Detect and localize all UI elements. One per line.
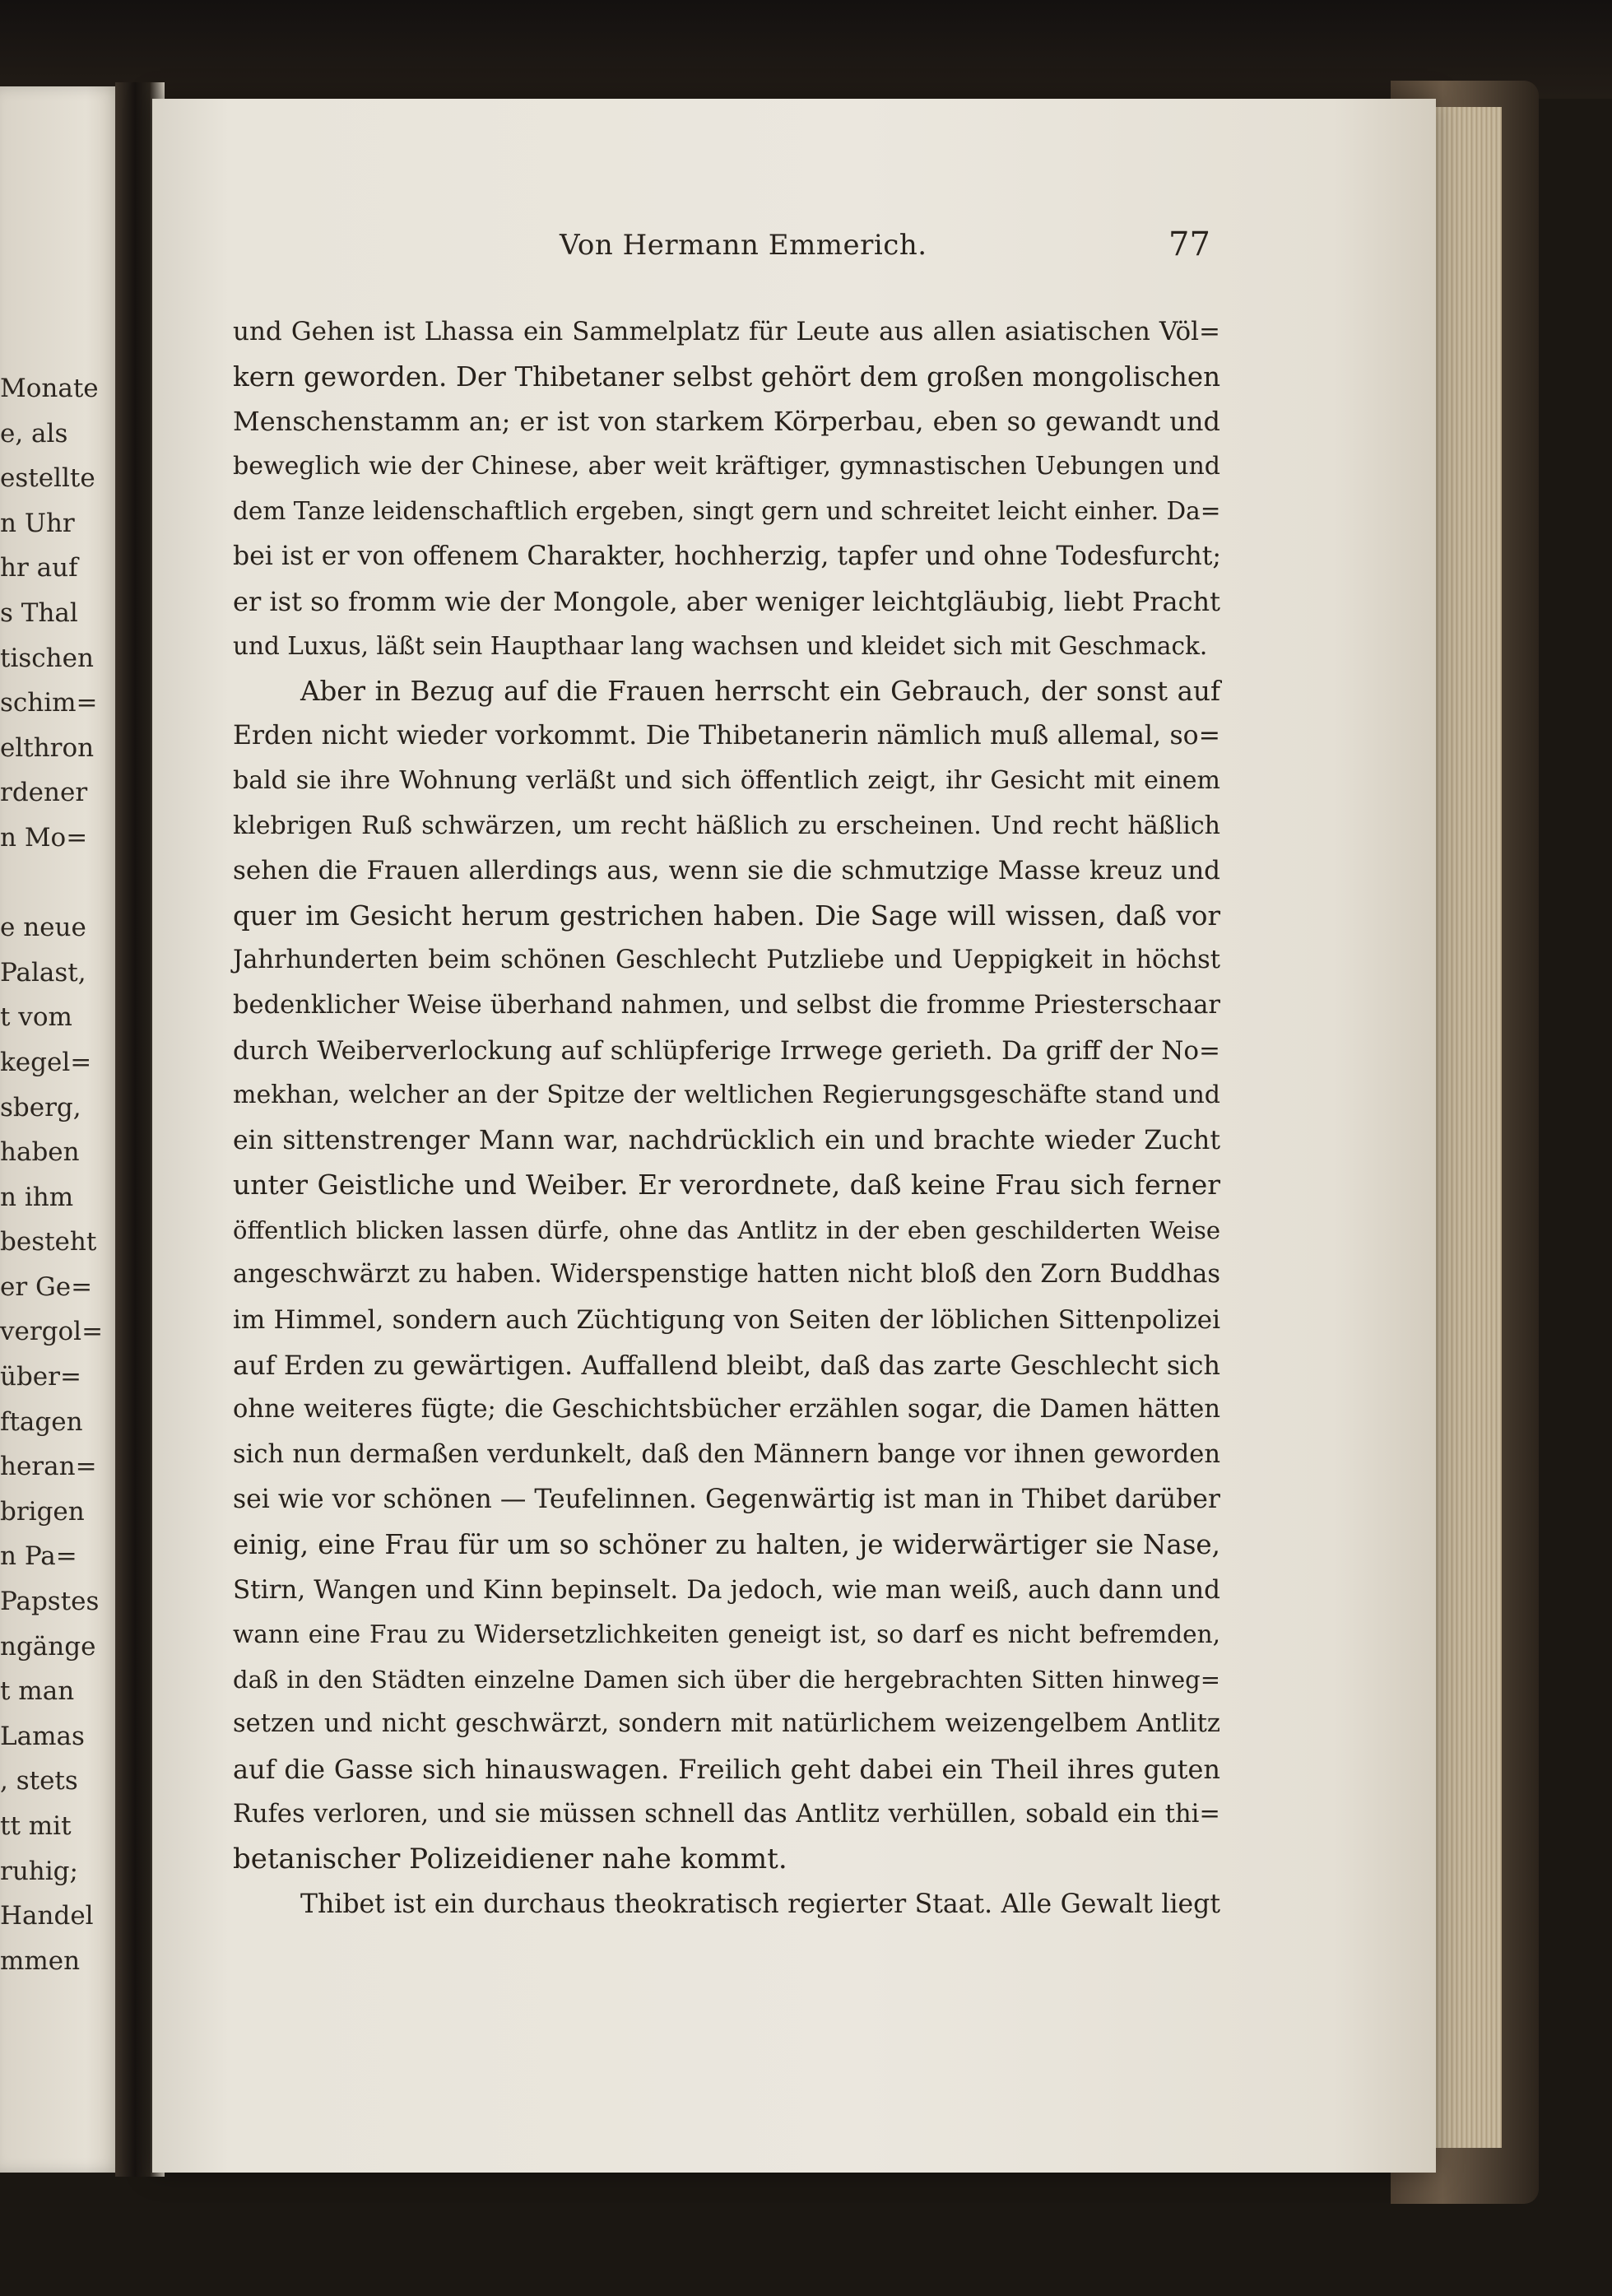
left-page-line: brigen [0, 1496, 85, 1527]
text-line: ein sittenstrenger Mann war, nachdrücklich ein und brachte wieder Zucht [233, 1125, 1220, 1155]
left-page-line: besteht [0, 1227, 97, 1257]
left-page-line: mmen [0, 1945, 81, 1976]
left-page-line: haben [0, 1137, 80, 1168]
left-page-line: über= [0, 1362, 81, 1392]
text-line: im Himmel, sondern auch Züchtigung von Seiten der löblichen Sittenpolizei [233, 1305, 1220, 1336]
text-line: daß in den Städten einzelne Damen sich über die hergebrachten Sitten hinweg= [233, 1665, 1220, 1694]
text-line: sehen die Frauen allerdings aus, wenn sie die schmutzige Masse kreuz und [233, 856, 1220, 886]
text-line: dem Tanze leidenschaftlich ergeben, singt gern und schreitet leicht einher. Da= [233, 497, 1221, 526]
text-line: betanischer Polizeidiener nahe kommt. [233, 1843, 787, 1876]
text-line: bald sie ihre Wohnung verläßt und sich öffentlich zeigt, ihr Gesicht mit einem [233, 765, 1220, 795]
text-line: Aber in Bezug auf die Frauen herrscht ein Gebrauch, der sonst auf [300, 675, 1220, 707]
left-page-line: Lamas [0, 1721, 85, 1751]
left-page-line: hr auf [0, 553, 78, 583]
text-line: mekhan, welcher an der Spitze der weltlichen Regierungsgeschäfte stand und [233, 1081, 1220, 1110]
text-line: quer im Gesicht herum gestrichen haben. Die Sage will wissen, daß vor [233, 899, 1220, 932]
left-page-line: e, als [0, 418, 68, 449]
text-line: sich nun dermaßen verdunkelt, daß den Männern bange vor ihnen geworden [233, 1439, 1220, 1469]
text-line: er ist so fromm wie der Mongole, aber weniger leichtgläubig, liebt Pracht [233, 585, 1220, 617]
text-line: setzen und nicht geschwärzt, sondern mit natürlichem weizengelbem Antlitz [233, 1709, 1220, 1739]
left-page-line: ftagen [0, 1406, 83, 1437]
left-page-line: e neue [0, 913, 86, 943]
text-line: öffentlich blicken lassen dürfe, ohne das Antlitz in der eben geschilderten Weise [233, 1215, 1220, 1244]
page-number: 77 [1168, 225, 1210, 263]
left-page-line: Monate [0, 374, 99, 403]
text-line: auf die Gasse sich hinauswagen. Freilich geht dabei ein Theil ihres guten [233, 1754, 1220, 1785]
text-line: und Luxus, läßt sein Haupthaar lang wachsen und kleidet sich mit Geschmack. [233, 632, 1208, 661]
text-line: klebrigen Ruß schwärzen, um recht häßlich zu erscheinen. Und recht häßlich [233, 811, 1220, 840]
text-line: Thibet ist ein durchaus theokratisch regierter Staat. Alle Gewalt liegt [300, 1889, 1220, 1919]
body-text [233, 309, 1220, 1927]
left-page-line: heran= [0, 1452, 97, 1482]
left-page-line: vergol= [0, 1317, 104, 1347]
left-page-line: tt mit [0, 1811, 72, 1841]
left-page-line: n Mo= [0, 822, 88, 853]
left-page-line: sberg, [0, 1092, 81, 1122]
left-page-line: Papstes [0, 1587, 100, 1617]
text-line: ohne weiteres fügte; die Geschichtsbücher erzählen sogar, die Damen hätten [233, 1395, 1220, 1425]
left-page-line: n ihm [0, 1182, 74, 1212]
text-line: beweglich wie der Chinese, aber weit kräftiger, gymnastischen Uebungen und [233, 451, 1220, 481]
left-page-line: n Pa= [0, 1541, 77, 1572]
left-page-line: t man [0, 1676, 75, 1707]
text-line: Stirn, Wangen und Kinn bepinselt. Da jedoch, wie man weiß, auch dann und [233, 1574, 1220, 1605]
page-edges [1428, 107, 1502, 2148]
text-line: bei ist er von offenem Charakter, hochherzig, tapfer und ohne Todesfurcht; [233, 541, 1222, 571]
left-page-line: Handel [0, 1901, 94, 1931]
text-line: angeschwärzt zu haben. Widerspenstige hatten nicht bloß den Zorn Buddhas [233, 1260, 1220, 1290]
text-line: auf Erden zu gewärtigen. Auffallend bleibt, daß das zarte Geschlecht sich [233, 1349, 1220, 1381]
left-page-line [0, 861, 123, 906]
left-page-line: tischen [0, 643, 94, 673]
left-page-text [0, 366, 123, 1983]
text-line: durch Weiberverlockung auf schlüpferige Irrwege gerieth. Da griff der No= [233, 1035, 1220, 1066]
text-line: Menschenstamm an; er ist von starkem Körperbau, eben so gewandt und [233, 406, 1220, 438]
text-line: Rufes verloren, und sie müssen schnell das Antlitz verhüllen, sobald ein thi= [233, 1799, 1220, 1829]
text-line: kern geworden. Der Thibetaner selbst gehört dem großen mongolischen [233, 360, 1220, 393]
running-head: Von Hermann Emmerich. [560, 229, 927, 262]
background-top [0, 0, 1612, 99]
left-page-line: , stets [0, 1766, 78, 1796]
text-line: wann eine Frau zu Widersetzlichkeiten geneigt ist, so darf es nicht befremden, [233, 1620, 1220, 1649]
text-line: sei wie vor schönen — Teufelinnen. Gegenwärtig ist man in Thibet darüber [233, 1485, 1220, 1515]
left-page-line: estellte [0, 463, 95, 494]
left-page-line: schim= [0, 688, 98, 718]
left-page-line: t vom [0, 1002, 72, 1033]
text-line: Erden nicht wieder vorkommt. Die Thibetanerin nämlich muß allemal, so= [233, 721, 1220, 751]
text-line: einig, eine Frau für um so schöner zu halten, je widerwärtiger sie Nase, [233, 1529, 1220, 1561]
left-page-line: ruhig; [0, 1856, 78, 1886]
text-line: bedenklicher Weise überhand nahmen, und selbst die fromme Priesterschaar [233, 990, 1220, 1020]
left-page-line: n Uhr [0, 508, 75, 538]
left-page-line: er Ge= [0, 1271, 93, 1302]
left-page-line: ngänge [0, 1631, 96, 1662]
text-line: Jahrhunderten beim schönen Geschlecht Putzliebe und Ueppigkeit in höchst [233, 946, 1220, 975]
text-line: unter Geistliche und Weiber. Er verordnete, daß keine Frau sich ferner [233, 1169, 1220, 1201]
left-page-line: rdener [0, 778, 88, 808]
left-page-line: Palast, [0, 957, 86, 988]
left-page-line: elthron [0, 732, 95, 763]
left-page-line: kegel= [0, 1047, 92, 1077]
text-line: und Gehen ist Lhassa ein Sammelplatz für Leute aus allen asiatischen Völ= [233, 317, 1220, 346]
left-page-line: s Thal [0, 597, 78, 628]
left-facing-page [0, 86, 123, 2173]
